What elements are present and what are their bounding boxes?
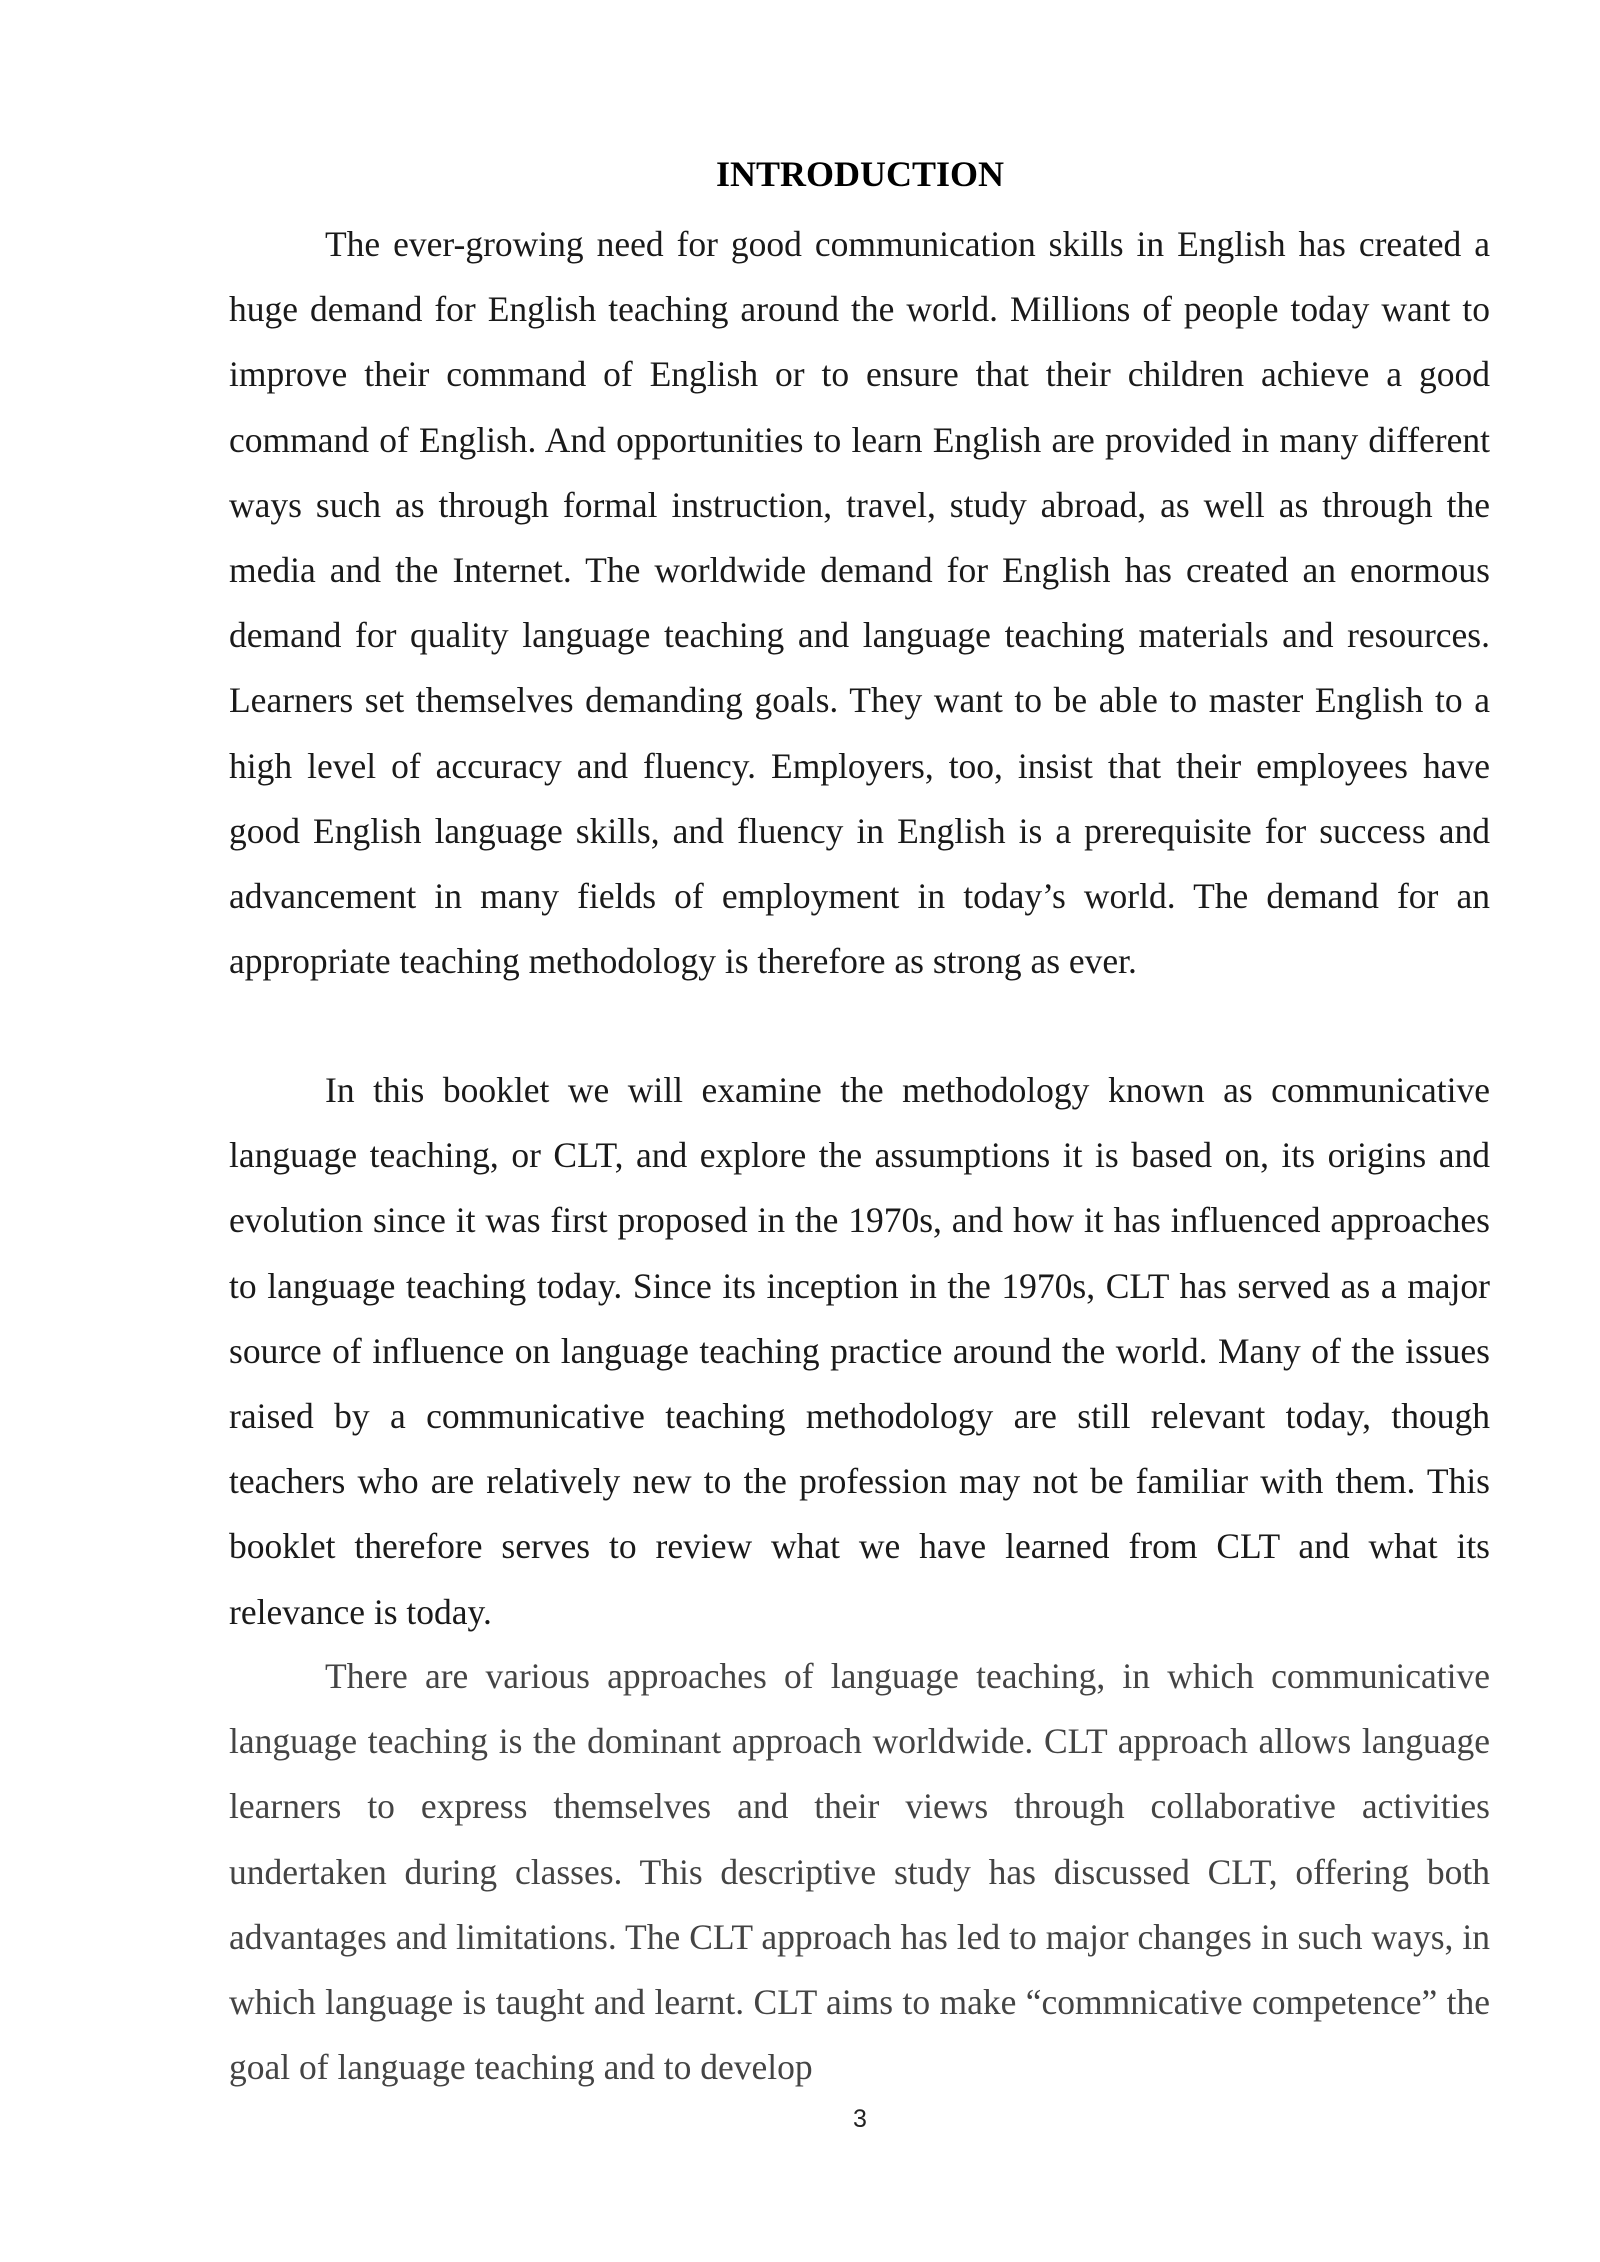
section-heading: INTRODUCTION [715,154,1005,194]
page-number: 3 [853,2105,867,2133]
body-paragraph: The ever-growing need for good communication skills in English has created a huge demand for English teaching around the world. Millions of people today want to improve their command of English or to ensure that their children achieve a good command of English. And opportunities to learn English are provided in many different ways such as through formal instruction, travel, study abroad, as well as through the media and the Internet. The worldwide demand for English has created an enormous demand for quality language teaching and language teaching materials and resources. Learners set themselves demanding goals. They want to be able to master English to a high level of accuracy and fluency. Employers, too, insist that their employees have good English language skills, and fluency in English is a prerequisite for success and advancement in many fields of employment in today’s world. The demand for an appropriate teaching methodology is therefore as strong as ever. [229,224,1490,982]
body-paragraph: In this booklet we will examine the methodology known as communicative language teaching, or CLT, and explore the assumptions it is based on, its origins and evolution since it was first proposed in the 1970s, and how it has influenced approaches to language teaching today. Since its inception in the 1970s, CLT has served as a major source of influence on language teaching practice around the world. Many of the issues raised by a communicative teaching methodology are still relevant today, though teachers who are relatively new to the profession may not be familiar with them. This booklet therefore serves to review what we have learned from CLT and what its relevance is today. [229,1070,1490,1632]
body-paragraph: There are various approaches of language teaching, in which communicative language teaching is the dominant approach worldwide. CLT approach allows language learners to express themselves and their views through collaborative activities undertaken during classes. This descriptive study has discussed CLT, offering both advantages and limitations. The CLT approach has led to major changes in such ways, in which language is taught and learnt. CLT aims to make “commnicative competence” the goal of language teaching and to develop [229,1656,1490,2088]
